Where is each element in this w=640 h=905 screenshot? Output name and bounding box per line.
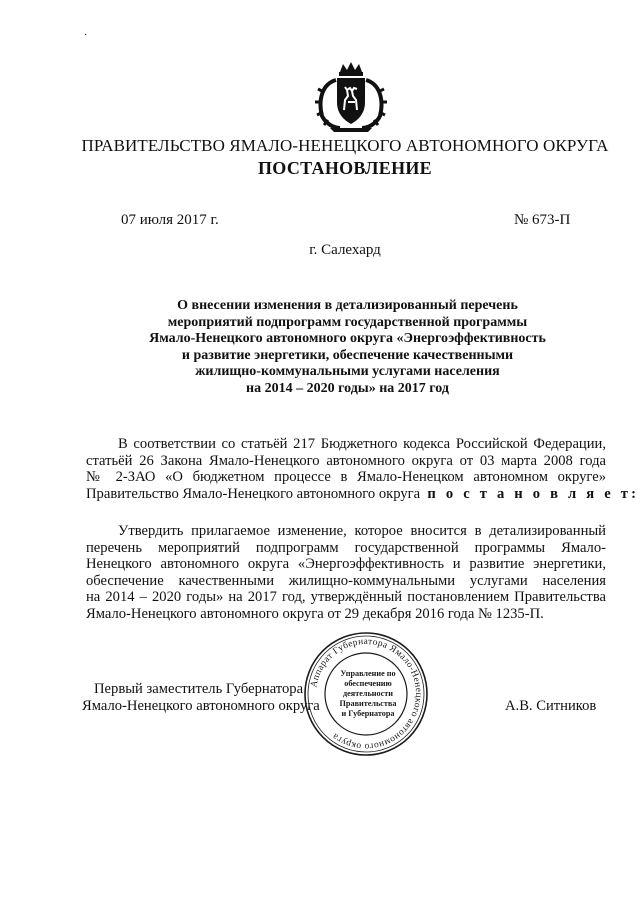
scan-dot: ·	[84, 30, 88, 41]
document-city: г. Салехард	[309, 242, 381, 258]
svg-text:обеспечению: обеспечению	[344, 679, 392, 688]
heading-line: жилищно-коммунальными услугами населения	[195, 364, 500, 380]
document-number: № 673-П	[514, 212, 571, 228]
paragraph-line: на 2014 – 2020 годы» на 2017 год, утверждённый постановлением Правительства	[86, 589, 606, 606]
signatory-name: А.В. Ситников	[505, 698, 597, 714]
heading-line: мероприятий подпрограмм государственной программы	[167, 314, 528, 330]
signatory-position-line: Ямало-Ненецкого автономного округа	[82, 697, 320, 714]
paragraph-line: В соответствии со статьёй 217 Бюджетного кодекса Российской Федерации,	[118, 436, 606, 452]
official-seal-stamp	[302, 630, 430, 758]
paragraph-line: обеспечение качественными жилищно-коммунальными услугами населения	[86, 572, 606, 589]
heading-line: Ямало-Ненецкого автономного округа «Энергоэффективность	[149, 331, 546, 347]
operative-paragraph	[86, 523, 606, 623]
heading-line: О внесении изменения в детализированный перечень	[177, 298, 518, 313]
paragraph-line: № 2-ЗАО «О бюджетном процессе в Ямало-Ненецком автономном округе»	[86, 469, 606, 486]
signatory-position	[82, 681, 320, 714]
government-title: ПРАВИТЕЛЬСТВО ЯМАЛО-НЕНЕЦКОГО АВТОНОМНОГО ОКРУГА	[81, 136, 609, 155]
paragraph-line	[86, 485, 640, 503]
paragraph-line: статьёй 26 Закона Ямало-Ненецкого автономного округа от 03 марта 2008 года	[86, 452, 606, 469]
heading-line: на 2014 – 2020 годы» на 2017 год	[246, 380, 449, 396]
svg-text:Правительства: Правительства	[339, 699, 397, 708]
svg-text:Аппарат Губернатора Ямало-Нене: Аппарат Губернатора Ямало-Ненецкого автономного округа	[309, 636, 424, 752]
svg-text:деятельности: деятельности	[343, 689, 393, 698]
signatory-position-line: Первый заместитель Губернатора	[94, 681, 304, 697]
paragraph-line: Ненецкого автономного округа «Энергоэффективность и развитие энергетики,	[86, 556, 606, 573]
paragraph-line: Ямало-Ненецкого автономного округа от 29 декабря 2016 года № 1235-П.	[86, 605, 544, 622]
coat-of-arms-emblem	[312, 62, 390, 134]
paragraph-line: перечень мероприятий подпрограмм государственной программы Ямало-	[86, 539, 606, 556]
svg-text:и Губернатора: и Губернатора	[341, 709, 395, 718]
government-subject: Правительство Ямало-Ненецкого автономного округа	[86, 485, 421, 502]
resolves-word: п о с т а н о в л я е т:	[427, 485, 640, 502]
document-date: 07 июля 2017 г.	[121, 212, 219, 228]
preamble-paragraph	[86, 436, 640, 502]
document-type-title: ПОСТАНОВЛЕНИЕ	[258, 158, 432, 178]
document-heading	[100, 298, 595, 398]
svg-text:Управление по: Управление по	[340, 669, 396, 678]
paragraph-line: Утвердить прилагаемое изменение, которое вносится в детализированный	[118, 523, 606, 539]
heading-line: и развитие энергетики, обеспечение качественными	[181, 347, 514, 363]
